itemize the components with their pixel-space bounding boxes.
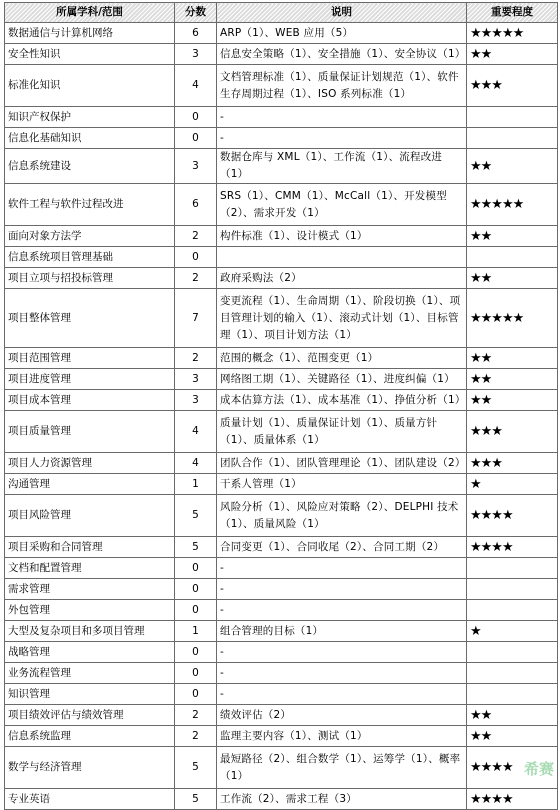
table-row [5,621,558,642]
score-cell: 5 [175,495,217,537]
description-cell: - [217,579,467,600]
table-row [5,579,558,600]
table-row [5,474,558,495]
importance-stars [467,247,558,268]
watermark-logo: 希赛 [523,760,554,778]
table-row [5,369,558,390]
subject-cell: 专业英语 [5,789,175,810]
subject-cell: 标准化知识 [5,65,175,107]
subject-cell: 知识管理 [5,684,175,705]
subject-cell: 沟通管理 [5,474,175,495]
header-score: 分数 [175,3,217,23]
exam-score-table [4,2,558,810]
score-cell: 4 [175,65,217,107]
score-cell: 1 [175,621,217,642]
subject-cell: 知识产权保护 [5,107,175,128]
description-cell: - [217,642,467,663]
table-row [5,44,558,65]
subject-cell: 需求管理 [5,579,175,600]
score-cell: 0 [175,107,217,128]
importance-stars: ★★ [467,390,558,411]
description-cell: - [217,107,467,128]
importance-stars: ★ [467,474,558,495]
subject-cell: 项目人力资源管理 [5,453,175,474]
subject-cell: 项目整体管理 [5,289,175,348]
importance-stars [467,684,558,705]
description-cell: 团队合作（1）、团队管理理论（1）、团队建设（2） [217,453,467,474]
description-cell: - [217,663,467,684]
score-cell: 0 [175,558,217,579]
importance-stars [467,642,558,663]
subject-cell: 项目绩效评估与绩效管理 [5,705,175,726]
importance-stars: ★★ [467,726,558,747]
importance-stars: ★★ [467,44,558,65]
importance-stars [467,600,558,621]
header-subject: 所属学科/范围 [5,3,175,23]
table-row [5,537,558,558]
description-cell: 工作流（2）、需求工程（3） [217,789,467,810]
subject-cell: 信息系统建设 [5,149,175,184]
table-row [5,226,558,247]
subject-cell: 数学与经济管理 [5,747,175,789]
importance-stars: ★★★★ [467,537,558,558]
importance-stars: ★★ [467,348,558,369]
table-row [5,411,558,453]
importance-stars: ★★★★ [467,495,558,537]
description-cell: 数据仓库与 XML（1）、工作流（1）、流程改进（1） [217,149,467,184]
importance-stars: ★★★ [467,65,558,107]
score-cell: 3 [175,369,217,390]
description-cell: - [217,558,467,579]
description-cell: 信息安全策略（1）、安全措施（1）、安全协议（1） [217,44,467,65]
score-cell: 0 [175,128,217,149]
description-cell: 合同变更（1）、合同收尾（2）、合同工期（2） [217,537,467,558]
table-row [5,23,558,44]
score-cell: 2 [175,226,217,247]
description-cell: 政府采购法（2） [217,268,467,289]
table-row [5,289,558,348]
table-row [5,128,558,149]
description-cell [217,247,467,268]
description-cell: - [217,600,467,621]
score-cell: 3 [175,390,217,411]
description-cell: 监理主要内容（1）、测试（1） [217,726,467,747]
importance-stars [467,128,558,149]
subject-cell: 项目风险管理 [5,495,175,537]
score-cell: 2 [175,705,217,726]
importance-stars: ★ [467,621,558,642]
subject-cell: 项目成本管理 [5,390,175,411]
importance-stars [467,663,558,684]
score-cell: 1 [175,474,217,495]
subject-cell: 数据通信与计算机网络 [5,23,175,44]
importance-stars: ★★ [467,149,558,184]
subject-cell: 项目立项与招投标管理 [5,268,175,289]
importance-stars: ★★★★★ [467,23,558,44]
score-cell: 0 [175,600,217,621]
table-row [5,268,558,289]
table-row [5,747,558,789]
subject-cell: 信息系统项目管理基础 [5,247,175,268]
importance-stars: ★★★ [467,453,558,474]
table-body [5,23,558,810]
subject-cell: 外包管理 [5,600,175,621]
importance-stars: ★★★★★ [467,184,558,226]
subject-cell: 面向对象方法学 [5,226,175,247]
subject-cell: 文档和配置管理 [5,558,175,579]
score-cell: 4 [175,411,217,453]
table-row [5,184,558,226]
importance-stars [467,579,558,600]
importance-stars: ★★★★★ [467,289,558,348]
score-cell: 3 [175,149,217,184]
table-row [5,247,558,268]
header-importance: 重要程度 [467,3,558,23]
table-row [5,705,558,726]
importance-stars [467,107,558,128]
score-cell: 5 [175,747,217,789]
table-row [5,390,558,411]
description-cell: 构件标准（1）、设计模式（1） [217,226,467,247]
score-cell: 5 [175,789,217,810]
score-cell: 2 [175,348,217,369]
description-cell: 风险分析（1）、风险应对策略（2）、DELPHI 技术（1）、质量风险（1） [217,495,467,537]
score-cell: 0 [175,247,217,268]
score-cell: 6 [175,23,217,44]
description-cell: 绩效评估（2） [217,705,467,726]
importance-stars: ★★ [467,226,558,247]
score-cell: 3 [175,44,217,65]
subject-cell: 项目采购和合同管理 [5,537,175,558]
description-cell: 质量计划（1）、质量保证计划（1）、质量方针（1）、质量体系（1） [217,411,467,453]
subject-cell: 信息系统监理 [5,726,175,747]
table-row [5,684,558,705]
description-cell: 干系人管理（1） [217,474,467,495]
table-row [5,789,558,810]
score-cell: 0 [175,579,217,600]
score-cell: 7 [175,289,217,348]
subject-cell: 安全性知识 [5,44,175,65]
table-row [5,600,558,621]
table-row [5,642,558,663]
description-cell: 组合管理的目标（1） [217,621,467,642]
description-cell: 范围的概念（1）、范围变更（1） [217,348,467,369]
subject-cell: 战略管理 [5,642,175,663]
score-cell: 4 [175,453,217,474]
description-cell: 最短路径（2）、组合数学（1）、运筹学（1）、概率（1） [217,747,467,789]
subject-cell: 项目质量管理 [5,411,175,453]
description-cell: - [217,128,467,149]
description-cell: 网络图工期（1）、关键路径（1）、进度纠偏（1） [217,369,467,390]
score-cell: 2 [175,268,217,289]
score-cell: 0 [175,684,217,705]
table-row [5,348,558,369]
table-row [5,495,558,537]
importance-stars: ★★★ [467,411,558,453]
header-description: 说明 [217,3,467,23]
subject-cell: 大型及复杂项目和多项目管理 [5,621,175,642]
score-cell: 6 [175,184,217,226]
table-row [5,726,558,747]
importance-stars: ★★★★ [467,747,558,789]
score-cell: 5 [175,537,217,558]
score-cell: 0 [175,642,217,663]
subject-cell: 业务流程管理 [5,663,175,684]
description-cell: 成本估算方法（1）、成本基准（1）、挣值分析（1） [217,390,467,411]
description-cell: ARP（1）、WEB 应用（5） [217,23,467,44]
table-row [5,107,558,128]
subject-cell: 项目进度管理 [5,369,175,390]
importance-stars: ★★ [467,268,558,289]
description-cell: 文档管理标准（1）、质量保证计划规范（1）、软件生存周期过程（1）、ISO 系列标准（1） [217,65,467,107]
description-cell: - [217,684,467,705]
subject-cell: 项目范围管理 [5,348,175,369]
table-row [5,558,558,579]
importance-stars [467,558,558,579]
header-row [5,3,558,23]
subject-cell: 软件工程与软件过程改进 [5,184,175,226]
importance-stars: ★★ [467,705,558,726]
table-row [5,663,558,684]
table-row [5,65,558,107]
importance-stars: ★★ [467,369,558,390]
table-row [5,453,558,474]
importance-stars: ★★★★ [467,789,558,810]
score-cell: 0 [175,663,217,684]
score-cell: 2 [175,726,217,747]
description-cell: SRS（1）、CMM（1）、McCall（1）、开发模型（2）、需求开发（1） [217,184,467,226]
description-cell: 变更流程（1）、生命周期（1）、阶段切换（1）、项目管理计划的输入（1）、滚动式计划（1）、目标管理（1）、项目计划方法（1） [217,289,467,348]
subject-cell: 信息化基础知识 [5,128,175,149]
table-row [5,149,558,184]
